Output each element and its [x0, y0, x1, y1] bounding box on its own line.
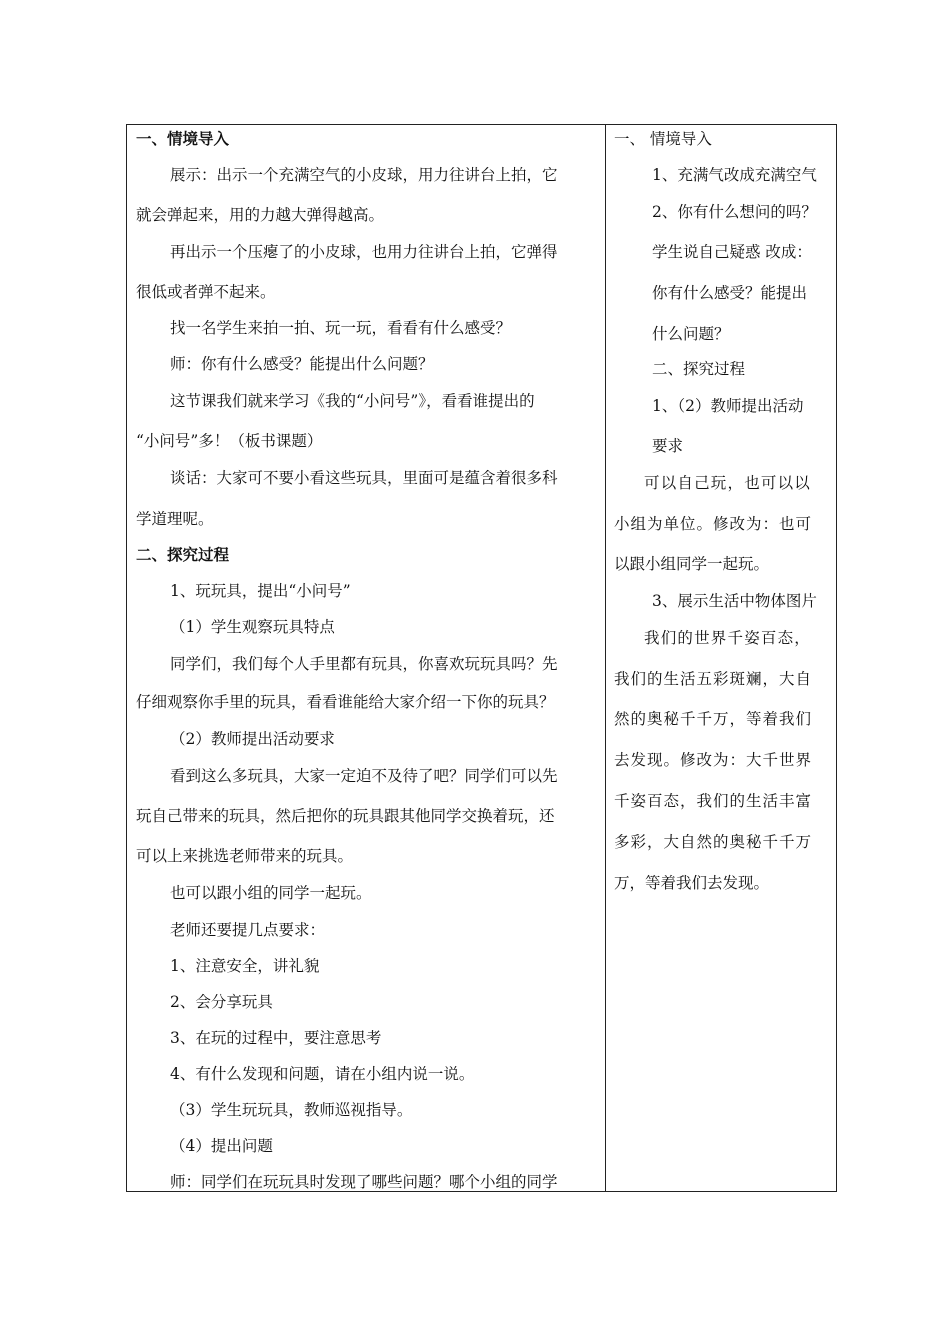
section-heading: 一、情境导入	[136, 130, 230, 148]
note-line: 1、充满气改成充满空气	[652, 166, 817, 184]
text-line: 很低或者弹不起来。	[136, 283, 276, 301]
text-line: 再出示一个压瘪了的小皮球，也用力往讲台上拍，它弹得	[170, 243, 558, 261]
note-line: 以跟小组同学一起玩。	[614, 555, 770, 573]
note-line: 可以自己玩，也可以以	[644, 474, 812, 492]
text-line: 师：你有什么感受？能提出什么问题？	[170, 355, 434, 373]
section-heading: 二、探究过程	[136, 546, 230, 564]
note-line: 2、你有什么想问的吗？	[652, 203, 817, 221]
text-line: 4、有什么发现和问题，请在小组内说一说。	[170, 1065, 475, 1083]
text-line: 玩自己带来的玩具，然后把你的玩具跟其他同学交换着玩，还	[136, 807, 555, 825]
text-line: 这节课我们就来学习《我的“小问号”》，看看谁提出的	[170, 392, 535, 410]
text-line: 师：同学们在玩玩具时发现了哪些问题？哪个小组的同学	[170, 1173, 558, 1191]
note-line: 千姿百态，我们的生活丰富	[614, 792, 813, 810]
note-line: 万，等着我们去发现。	[614, 874, 770, 892]
text-line: （3）学生玩玩具，教师巡视指导。	[170, 1101, 413, 1119]
lesson-table	[126, 124, 837, 1192]
text-line: 1、注意安全，讲礼貌	[170, 957, 320, 975]
note-line: 去发现。修改为：大千世界	[614, 751, 813, 769]
note-line: 什么问题？	[652, 325, 730, 343]
text-line: 2、会分享玩具	[170, 993, 273, 1011]
text-line: （2）教师提出活动要求	[170, 730, 335, 748]
text-line: （1）学生观察玩具特点	[170, 618, 335, 636]
text-line: 可以上来挑选老师带来的玩具。	[136, 847, 354, 865]
note-line: 二、探究过程	[652, 360, 746, 378]
note-line: 要求	[652, 437, 684, 455]
text-line: “小问号”多！（板书课题）	[136, 432, 323, 450]
text-line: 也可以跟小组的同学一起玩。	[170, 884, 372, 902]
text-line: 看到这么多玩具，大家一定迫不及待了吧？同学们可以先	[170, 767, 558, 785]
text-line: 同学们，我们每个人手里都有玩具，你喜欢玩玩具吗？先	[170, 655, 558, 673]
column-divider	[605, 125, 606, 1191]
note-line: 然的奥秘千千万，等着我们	[614, 710, 813, 728]
text-line: 老师还要提几点要求：	[170, 921, 326, 939]
text-line: （4）提出问题	[170, 1137, 273, 1155]
text-line: 仔细观察你手里的玩具，看看谁能给大家介绍一下你的玩具？	[136, 693, 555, 711]
text-line: 展示：出示一个充满空气的小皮球，用力往讲台上拍，它	[170, 166, 558, 184]
note-line: 我们的世界千姿百态，	[644, 629, 812, 647]
note-line: 1、（2）教师提出活动	[652, 397, 804, 415]
note-line: 一、 情境导入	[614, 130, 712, 148]
text-line: 谈话：大家可不要小看这些玩具，里面可是蕴含着很多科	[170, 469, 558, 487]
text-line: 3、在玩的过程中，要注意思考	[170, 1029, 382, 1047]
text-line: 就会弹起来，用的力越大弹得越高。	[136, 206, 385, 224]
note-line: 小组为单位。修改为：也可	[614, 515, 813, 533]
note-line: 多彩，大自然的奥秘千千万	[614, 833, 813, 851]
note-line: 3、展示生活中物体图片	[652, 592, 817, 610]
note-line: 学生说自己疑惑 改成：	[652, 243, 812, 261]
text-line: 找一名学生来拍一拍、玩一玩，看看有什么感受？	[170, 319, 512, 337]
note-line: 我们的生活五彩斑斓，大自	[614, 670, 813, 688]
text-line: 学道理呢。	[136, 510, 214, 528]
text-line: 1、玩玩具，提出“小问号”	[170, 582, 351, 600]
note-line: 你有什么感受？能提出	[652, 284, 808, 302]
